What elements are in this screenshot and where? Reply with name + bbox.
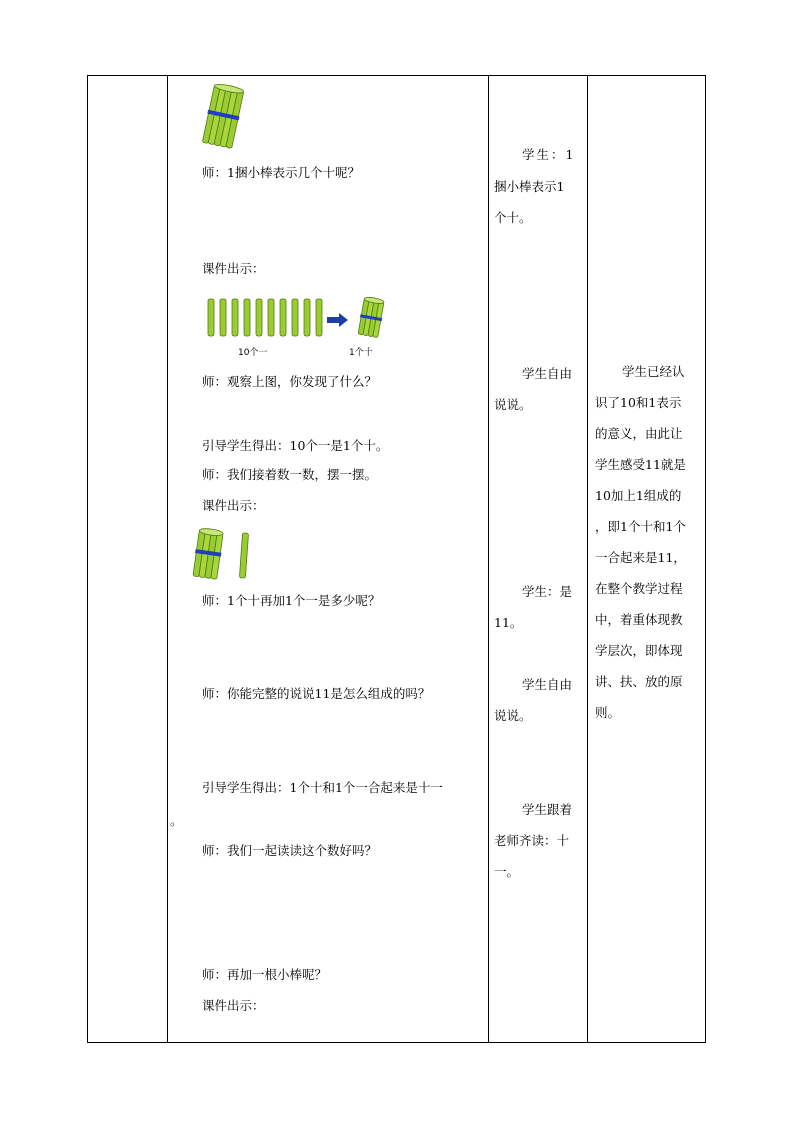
teacher-question-2: 师：观察上图，你发现了什么？ [202, 374, 378, 389]
student-answer-5-line1: 学生跟着 [522, 802, 573, 817]
student-answer-5-line2: 老师齐读：十 [494, 833, 570, 848]
bundle-and-single-stick-image [192, 528, 262, 582]
guide-conclusion-1: 引导学生得出：10个一是1个十。 [202, 438, 389, 453]
ten-sticks-to-bundle-image [205, 297, 390, 339]
teacher-question-6: 师：再加一根小棒呢？ [202, 967, 328, 982]
student-answer-1-line3: 个十。 [494, 210, 532, 225]
courseware-label-2: 课件出示： [202, 498, 265, 513]
student-answer-5-line3: 一。 [494, 864, 520, 879]
student-answer-1-line2: 捆小棒表示1 [494, 179, 565, 194]
design-note-line3: 的意义，由此让 [595, 426, 683, 441]
teacher-question-1: 师：1捆小棒表示几个十呢？ [202, 165, 360, 180]
teacher-question-4: 师：你能完整的说说11是怎么组成的吗？ [202, 686, 431, 701]
label-one-ten: 1个十 [349, 348, 373, 358]
design-note-line8: 在整个教学过程 [595, 581, 683, 596]
design-note-line6: ，即1个十和1个 [595, 519, 686, 534]
label-ten-ones: 10个一 [238, 348, 268, 358]
column-divider-3 [587, 75, 588, 1043]
student-answer-4-line1: 学生自由 [522, 677, 573, 692]
design-note-line4: 学生感受11就是 [595, 457, 686, 472]
student-answer-2-line1: 学生自由 [522, 366, 573, 381]
student-answer-1-line1: 学生：1 [522, 147, 576, 162]
design-note-line9: 中，着重体现教 [595, 612, 683, 627]
guide-conclusion-2: 引导学生得出：1个十和1个一合起来是十一 [202, 780, 443, 795]
teacher-question-3: 师：1个十再加1个一是多少呢？ [202, 593, 381, 608]
design-note-line5: 10加上1组成的 [595, 488, 682, 503]
column-divider-1 [167, 75, 168, 1043]
design-note-line11: 讲、扶、放的原 [595, 674, 683, 689]
guide-conclusion-2-end: 。 [170, 813, 183, 828]
design-note-line2: 识了10和1表示 [595, 395, 682, 410]
teacher-question-5: 师：我们一起读读这个数好吗？ [202, 843, 378, 858]
design-note-line7: 一合起来是11， [595, 550, 686, 565]
student-answer-3-line2: 11。 [494, 615, 523, 630]
design-note-line12: 则。 [595, 705, 621, 720]
design-note-line10: 学层次，即体现 [595, 643, 683, 658]
courseware-label-3: 课件出示： [202, 998, 265, 1013]
column-divider-2 [488, 75, 489, 1043]
courseware-label-1: 课件出示： [202, 261, 265, 276]
student-answer-4-line2: 说说。 [494, 708, 532, 723]
student-answer-3-line1: 学生：是 [522, 584, 573, 599]
stick-bundle-image [200, 84, 246, 150]
design-note-line1: 学生已经认 [622, 364, 685, 379]
student-answer-2-line2: 说说。 [494, 397, 532, 412]
teacher-instruction: 师：我们接着数一数，摆一摆。 [202, 467, 378, 482]
